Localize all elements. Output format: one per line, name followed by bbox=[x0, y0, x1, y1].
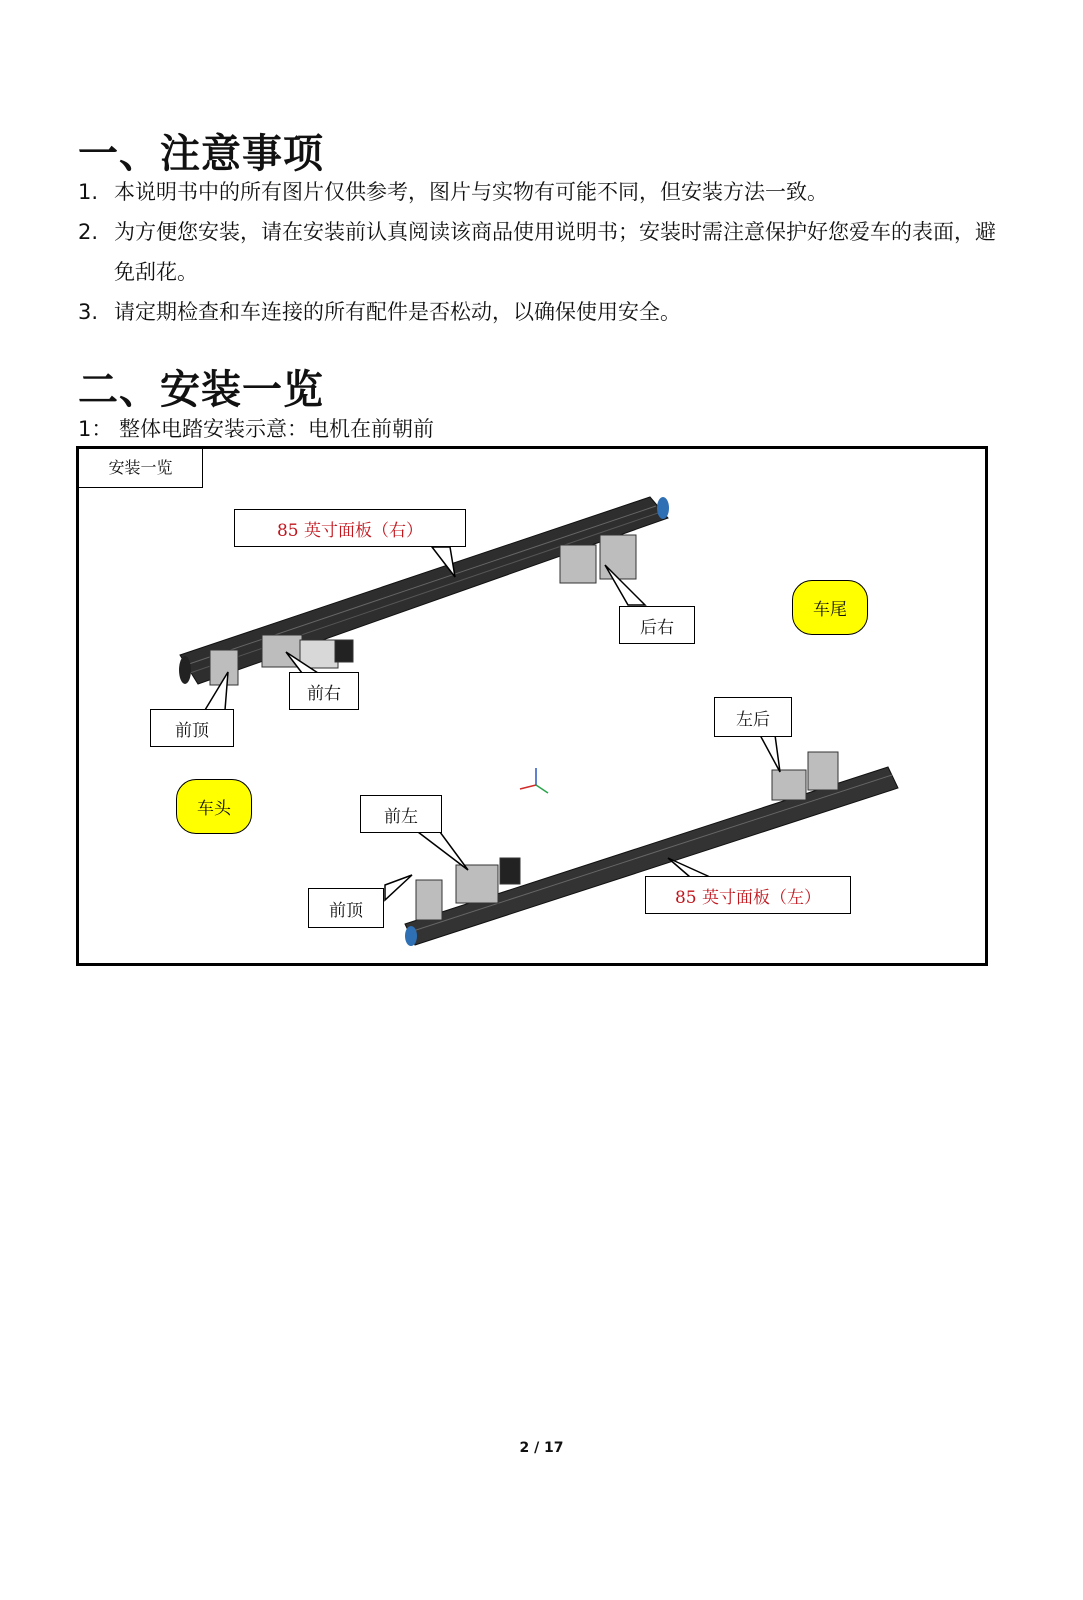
installation-diagram-frame bbox=[76, 446, 988, 966]
list-number: 1. bbox=[78, 180, 99, 204]
list-text: 请定期检查和车连接的所有配件是否松动，以确保使用安全。 bbox=[114, 300, 681, 324]
list-text: 本说明书中的所有图片仅供参考，图片与实物有可能不同，但安装方法一致。 bbox=[114, 180, 828, 204]
callout-front-top-2: 前顶 bbox=[308, 888, 384, 928]
section2-heading: 二、安装一览 bbox=[78, 367, 324, 413]
callout-panel-right: 85 英寸面板（右） bbox=[234, 509, 466, 547]
callout-front-top-1: 前顶 bbox=[150, 709, 234, 747]
diagram-frame-title: 安装一览 bbox=[79, 449, 203, 488]
callout-front-left: 前左 bbox=[360, 795, 442, 833]
callout-rear-right: 后右 bbox=[619, 606, 695, 644]
section1-heading: 一、注意事项 bbox=[78, 131, 324, 177]
tag-rear: 车尾 bbox=[792, 580, 868, 635]
list-number: 3. bbox=[78, 300, 99, 324]
list-number: 2. bbox=[78, 220, 99, 244]
page-number: 2 / 17 bbox=[519, 1440, 564, 1456]
callout-panel-left: 85 英寸面板（左） bbox=[645, 876, 851, 914]
callout-left-rear: 左后 bbox=[714, 697, 792, 737]
tag-front: 车头 bbox=[176, 779, 252, 834]
list-text: 为方便您安装，请在安装前认真阅读该商品使用说明书；安装时需注意保护好您爱车的表面，避免刮花。 bbox=[114, 220, 996, 284]
section2-subtitle: 1： 整体电踏安装示意：电机在前朝前 bbox=[78, 417, 435, 441]
callout-front-right: 前右 bbox=[289, 672, 359, 710]
